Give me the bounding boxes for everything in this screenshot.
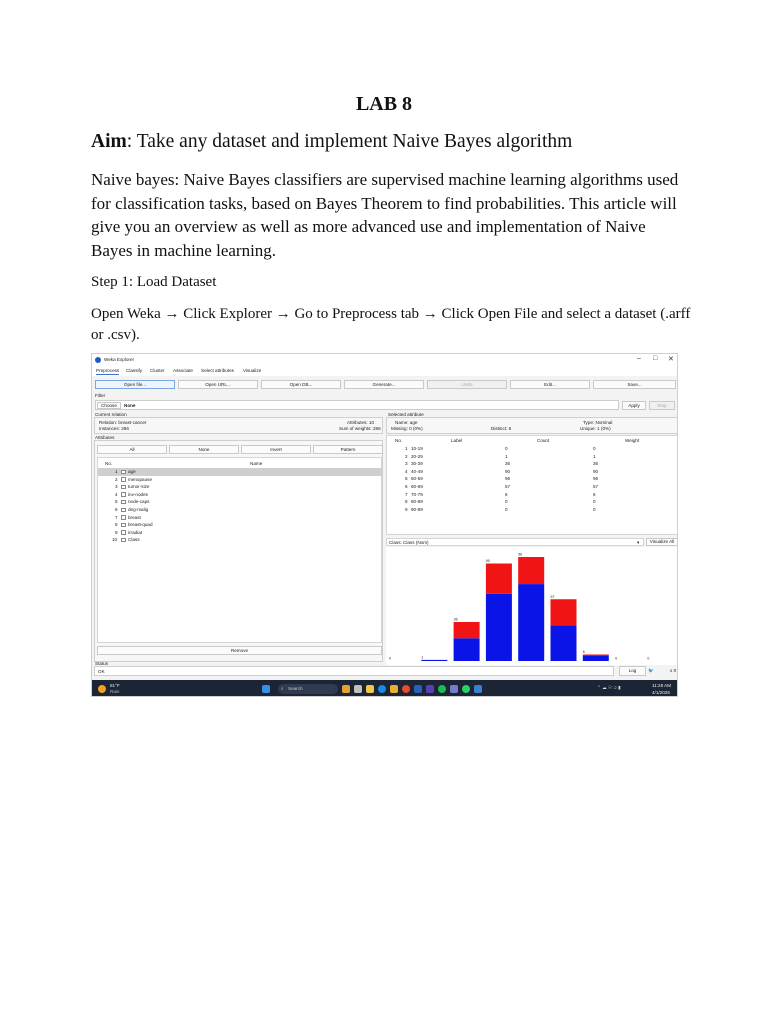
attr-type: Type: Nominal xyxy=(583,419,613,425)
attribute-name: menopause xyxy=(128,476,153,482)
instructions-paragraph: Open Weka → Click Explorer → Go to Preprocess tab → Click Open File and select a dataset (.arff or .csv). xyxy=(91,306,691,343)
attribute-no: 10 xyxy=(112,537,118,543)
generate-button[interactable]: Generate... xyxy=(344,380,424,389)
minimize-icon[interactable]: – xyxy=(637,355,641,362)
aim-text: : Take any dataset and implement Naive Bayes algorithm xyxy=(126,131,573,152)
folder-icon[interactable] xyxy=(390,685,398,693)
x-count: x 0 xyxy=(670,668,677,673)
bar-segment-70-79-0 xyxy=(583,656,609,661)
pattern-button[interactable]: Pattern xyxy=(313,445,383,454)
attr-distinct: Distinct: 6 xyxy=(491,426,512,431)
weka-logo-icon xyxy=(95,357,101,363)
attribute-row[interactable] xyxy=(98,529,381,537)
attribute-name: age xyxy=(128,469,136,474)
label-weight: 0 xyxy=(593,499,596,505)
attribute-checkbox[interactable] xyxy=(121,538,126,543)
attribute-checkbox[interactable] xyxy=(121,530,126,535)
bar-segment-30-39-1 xyxy=(454,622,480,638)
histogram-svg xyxy=(386,547,678,665)
bar-count-label: 36 xyxy=(453,617,458,622)
attribute-name: breast-quad xyxy=(128,522,153,528)
widgets-icon[interactable] xyxy=(342,685,350,693)
label-count: 57 xyxy=(505,484,511,489)
windows-taskbar xyxy=(92,680,678,697)
aim-line xyxy=(91,131,572,153)
chevron-down-icon: ▾ xyxy=(637,539,640,545)
attribute-row[interactable] xyxy=(98,521,381,529)
current-relation-panel xyxy=(94,417,383,434)
instances-count: Instances: 286 xyxy=(99,426,129,431)
label-weight: 90 xyxy=(593,468,599,474)
bird-icon: 🐦 xyxy=(648,668,654,673)
bar-count-label: 6 xyxy=(582,650,585,654)
bar-segment-70-79-1 xyxy=(583,655,609,656)
label-count: 0 xyxy=(505,499,508,505)
attr-name: Name: age xyxy=(395,419,418,425)
col-count: Count xyxy=(537,438,550,443)
weka-taskbar-icon[interactable] xyxy=(474,685,482,693)
search-icon: ⌕ xyxy=(281,686,284,691)
label-count: 36 xyxy=(505,461,511,467)
attribute-checkbox[interactable] xyxy=(121,500,126,505)
attribute-row[interactable] xyxy=(98,514,381,522)
file-explorer-icon[interactable] xyxy=(366,685,374,693)
weka-titlebar xyxy=(92,354,678,366)
col-weight: Weight xyxy=(625,438,640,443)
bar-count-label: 96 xyxy=(518,552,523,557)
label-row[interactable] xyxy=(387,483,677,491)
attribute-no: 8 xyxy=(115,522,118,528)
label-name: 70-79 xyxy=(411,491,423,497)
attribute-name: node-caps xyxy=(128,499,150,505)
task-view-icon[interactable] xyxy=(354,685,362,693)
undo-button[interactable]: Undo xyxy=(427,380,507,389)
attribute-name: tumor-size xyxy=(128,484,150,490)
attribute-name: deg-malig xyxy=(128,507,149,512)
attr-unique: Unique: 1 (0%) xyxy=(580,426,611,431)
bar-segment-40-49-0 xyxy=(486,594,512,661)
label-row[interactable] xyxy=(387,445,677,453)
label-name: 90-99 xyxy=(411,506,423,512)
label-no: 1 xyxy=(405,446,408,451)
label-weight: 96 xyxy=(593,476,599,482)
attribute-checkbox[interactable] xyxy=(121,515,126,520)
spotify-icon[interactable] xyxy=(438,685,446,693)
label-no: 3 xyxy=(405,461,408,467)
attribute-no: 9 xyxy=(115,529,118,535)
attribute-checkbox[interactable] xyxy=(121,477,126,482)
label-name: 10-19 xyxy=(411,446,423,451)
toolbar xyxy=(95,380,676,389)
open-db-button[interactable]: Open DB... xyxy=(261,380,341,389)
label-weight: 1 xyxy=(593,453,596,459)
histogram-chart xyxy=(386,547,678,665)
status-label: Status xyxy=(95,661,109,666)
window-title: Weka Explorer xyxy=(104,357,135,362)
attribute-no: 2 xyxy=(115,476,118,482)
label-name: 20-29 xyxy=(411,453,423,459)
attribute-no: 6 xyxy=(115,507,118,512)
filter-value: None xyxy=(124,402,136,408)
tab-cluster[interactable]: Cluster xyxy=(150,368,165,373)
teams-icon[interactable] xyxy=(450,685,458,693)
label-count: 6 xyxy=(505,491,508,497)
selected-attribute-label: Selected attribute xyxy=(388,412,424,417)
tab-select-attributes[interactable]: Select attributes xyxy=(201,368,234,373)
label-count: 1 xyxy=(505,453,508,459)
weather-desc: Rain xyxy=(110,689,120,694)
chrome-icon[interactable] xyxy=(402,685,410,693)
attribute-checkbox[interactable] xyxy=(121,470,126,475)
weather-temp: 81°F xyxy=(110,683,120,688)
taskbar-search[interactable] xyxy=(278,684,338,694)
label-no: 6 xyxy=(405,484,408,489)
attribute-row[interactable] xyxy=(98,506,381,514)
store-icon[interactable] xyxy=(426,685,434,693)
attributes-count: Attributes: 10 xyxy=(347,419,375,425)
attr-missing: Missing: 0 (0%) xyxy=(391,426,423,431)
label-no: 2 xyxy=(405,453,408,459)
col-name-header: Name xyxy=(250,461,263,466)
choose-button[interactable]: Choose xyxy=(97,402,121,409)
label-weight: 36 xyxy=(593,461,599,467)
tab-associate[interactable]: Associate xyxy=(173,368,193,373)
clock-time: 11:28 AM xyxy=(652,683,672,688)
bar-segment-30-39-0 xyxy=(454,638,480,661)
tab-preprocess[interactable]: Preprocess xyxy=(96,368,120,373)
relation-name: Relation: breast-cancer xyxy=(99,419,147,425)
label-weight: 6 xyxy=(593,491,596,497)
attribute-no: 5 xyxy=(115,499,118,505)
attribute-checkbox[interactable] xyxy=(121,523,126,528)
bar-segment-20-29-0 xyxy=(421,660,447,661)
visualize-all-button[interactable]: Visualize All xyxy=(646,538,678,546)
bar-segment-60-69-0 xyxy=(551,625,577,661)
attributes-label: Attributes xyxy=(95,435,115,440)
attribute-row[interactable] xyxy=(98,491,381,499)
open-file-button[interactable]: Open file... xyxy=(95,380,175,389)
attribute-name: breast xyxy=(128,514,141,520)
class-select-value: Class: Class (Nom) xyxy=(389,540,429,545)
whatsapp-icon[interactable] xyxy=(462,685,470,693)
attribute-no: 1 xyxy=(115,469,118,474)
word-icon[interactable] xyxy=(414,685,422,693)
bar-segment-50-59-1 xyxy=(518,557,544,584)
tab-visualize[interactable]: Visualize xyxy=(243,368,262,373)
label-row[interactable] xyxy=(387,468,677,476)
label-weight: 0 xyxy=(593,446,596,451)
label-count-table xyxy=(386,435,678,535)
label-count: 0 xyxy=(505,446,508,451)
label-no: 9 xyxy=(405,506,408,512)
current-relation-label: Current relation xyxy=(95,412,127,417)
sum-weights: Sum of weights: 286 xyxy=(339,426,381,431)
class-select[interactable] xyxy=(386,538,644,546)
stop-button[interactable]: Stop xyxy=(649,401,675,410)
weather-icon xyxy=(98,685,106,693)
label-name: 80-89 xyxy=(411,499,423,505)
label-row[interactable] xyxy=(387,506,677,514)
select-none-button[interactable]: None xyxy=(169,445,239,454)
bar-count-label: 1 xyxy=(421,655,424,660)
label-count: 96 xyxy=(505,476,511,482)
attribute-checkbox[interactable] xyxy=(121,508,126,513)
status-panel xyxy=(94,666,614,676)
maximize-icon[interactable]: □ xyxy=(653,355,658,362)
attribute-no: 7 xyxy=(115,514,118,520)
label-weight: 0 xyxy=(593,506,596,512)
intro-paragraph: Naive bayes: Naive Bayes classifiers are supervised machine learning algorithms used for classification tasks, based on Bayes Theorem to find probabilities. This article will give you an overview as well as more advanced use and implementation of Naive Bayes in machine learning. xyxy=(91,170,679,260)
attribute-name: Class xyxy=(128,537,140,543)
attribute-checkbox[interactable] xyxy=(121,492,126,497)
label-weight: 57 xyxy=(593,484,599,489)
label-name: 40-49 xyxy=(411,468,423,474)
label-count: 90 xyxy=(505,468,511,474)
attribute-no: 4 xyxy=(115,491,118,497)
weka-screenshot xyxy=(91,353,678,697)
weka-tabs xyxy=(92,366,678,376)
label-row[interactable] xyxy=(387,460,677,468)
filter-box xyxy=(95,400,619,410)
label-count: 0 xyxy=(505,506,508,512)
label-no: 5 xyxy=(405,476,408,482)
label-name: 60-69 xyxy=(411,484,423,489)
attributes-panel xyxy=(94,440,383,662)
attribute-checkbox[interactable] xyxy=(121,485,126,490)
lab-title: LAB 8 xyxy=(355,93,413,115)
col-label: Label xyxy=(451,438,463,443)
apply-button[interactable]: Apply xyxy=(622,401,646,410)
tab-classify[interactable]: Classify xyxy=(126,368,143,373)
start-icon[interactable] xyxy=(262,685,270,693)
col-no: No. xyxy=(395,438,403,443)
step-heading: Step 1: Load Dataset xyxy=(91,274,217,290)
label-row[interactable] xyxy=(387,498,677,506)
attribute-list xyxy=(97,457,382,643)
attribute-row[interactable] xyxy=(98,468,381,476)
aim-label: Aim xyxy=(91,131,127,152)
edge-icon[interactable] xyxy=(378,685,386,693)
attribute-row[interactable] xyxy=(98,536,381,544)
edit-button[interactable]: Edit... xyxy=(510,380,590,389)
bar-count-label: 0 xyxy=(615,656,618,661)
attribute-no: 3 xyxy=(115,484,118,490)
clock-date: 4/1/2025 xyxy=(652,690,670,695)
selected-attribute-panel xyxy=(386,417,678,434)
bar-count-label: 57 xyxy=(550,594,555,599)
attribute-row[interactable] xyxy=(98,498,381,506)
attribute-row[interactable] xyxy=(98,483,381,491)
open-url-button[interactable]: Open URL... xyxy=(178,380,258,389)
bar-segment-40-49-1 xyxy=(486,564,512,594)
bar-count-label: 90 xyxy=(485,559,490,563)
attribute-row[interactable] xyxy=(98,476,381,484)
save-button[interactable]: Save... xyxy=(593,380,676,389)
remove-button[interactable]: Remove xyxy=(97,646,382,655)
col-no-header: No. xyxy=(105,461,113,466)
tray-icons: ⌃ ☁ ☉ ♫ ▮ xyxy=(597,685,621,690)
label-row[interactable] xyxy=(387,475,677,483)
search-label: Search xyxy=(288,686,303,691)
label-name: 50-59 xyxy=(411,476,423,482)
attribute-name: inv-nodes xyxy=(128,491,148,497)
bar-count-label: 0 xyxy=(647,656,650,661)
label-no: 8 xyxy=(405,499,408,505)
bar-segment-50-59-0 xyxy=(518,584,544,661)
attribute-name: irradiat xyxy=(128,529,143,535)
bar-segment-60-69-1 xyxy=(551,599,577,625)
bar-count-label: 0 xyxy=(389,656,391,661)
label-no: 7 xyxy=(405,491,408,497)
log-button[interactable]: Log xyxy=(619,666,646,676)
label-name: 30-39 xyxy=(411,461,423,467)
label-no: 4 xyxy=(405,468,408,474)
close-icon[interactable]: ✕ xyxy=(668,356,674,363)
invert-button[interactable]: Invert xyxy=(241,445,311,454)
select-all-button[interactable]: All xyxy=(97,445,167,454)
filter-label: Filter xyxy=(95,393,106,398)
label-row[interactable] xyxy=(387,491,677,499)
status-value: OK xyxy=(98,669,105,674)
label-row[interactable] xyxy=(387,453,677,461)
